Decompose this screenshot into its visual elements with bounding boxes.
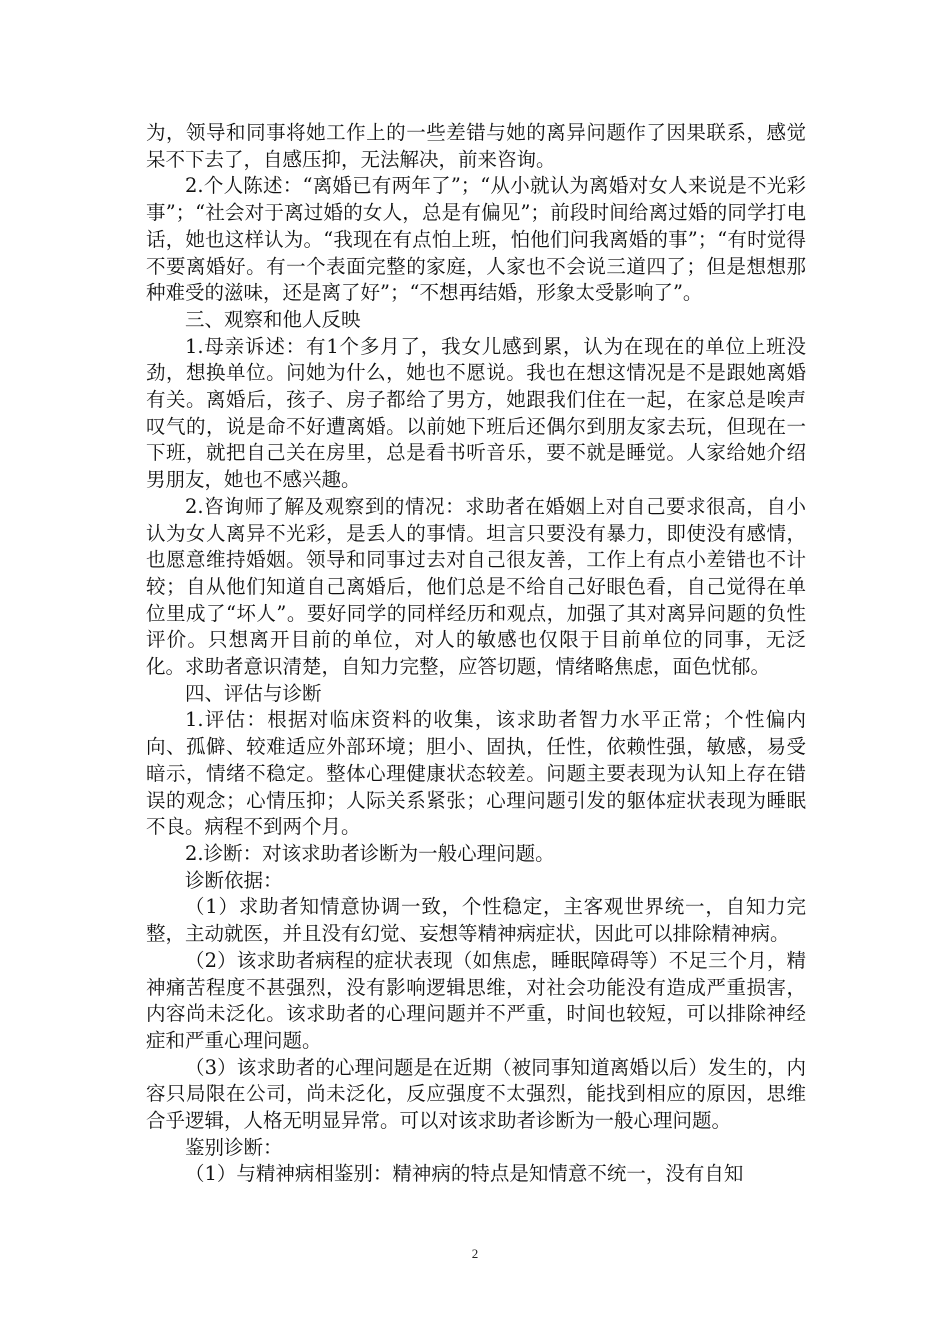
section-heading-assessment: 四、评估与诊断 [185,681,322,705]
paragraph-5: 1.评估：根据对临床资料的收集，该求助者智力水平正常；个性偏内向、孤僻、较难适应外部环境；胆小、固执，任性，依赖性强，敏感，易受暗示，情绪不稳定。整体心理健康状态较差。问题主要表现为认知上存在错误的观念；心情压抑；人际关系紧张；心理问题引发的躯体症状表现为睡眠不良。病程不到两个月。 [146,708,806,839]
paragraph-1: 为，领导和同事将她工作上的一些差错与她的离异问题作了因果联系，感觉呆不下去了，自感压抑，无法解决，前来咨询。 [146,121,806,171]
paragraph-3: 1.母亲诉述：有1个多月了，我女儿感到累，认为在现在的单位上班没劲，想换单位。问她为什么，她也不愿说。我也在想这情况是不是跟她离婚有关。离婚后，孩子、房子都给了男方，她跟我们住在一起，在家总是唉声叹气的，说是命不好遭离婚。以前她下班后还偶尔到朋友家去玩，但现在一下班，就把自己关在房里，总是看书听音乐，要不就是睡觉。人家给她介绍男朋友，她也不感兴趣。 [146,334,806,492]
paragraph-7: 诊断依据： [185,868,283,892]
section-heading-observation: 三、观察和他人反映 [185,307,361,331]
paragraph-9: （2）该求助者病程的症状表现（如焦虑，睡眠障碍等）不足三个月，精神痛苦程度不甚强烈，没有影响逻辑思维，对社会功能没有造成严重损害，内容尚未泛化。该求助者的心理问题并不严重，时间也较短，可以排除神经症和严重心理问题。 [146,948,806,1052]
paragraph-11: 鉴别诊断： [185,1135,283,1159]
paragraph-10: （3）该求助者的心理问题是在近期（被同事知道离婚以后）发生的，内容只局限在公司，尚未泛化，反应强度不太强烈，能找到相应的原因，思维合乎逻辑，人格无明显异常。可以对该求助者诊断为一般心理问题。 [146,1055,806,1133]
paragraph-2: 2.个人陈述：“离婚已有两年了”；“从小就认为离婚对女人来说是不光彩事”；“社会对于离过婚的女人，总是有偏见”；前段时间给离过婚的同学打电话，她也这样认为。“我现在有点怕上班，怕他们问我离婚的事”；“有时觉得不要离婚好。有一个表面完整的家庭，人家也不会说三道四了；但是想想那种难受的滋味，还是离了好”；“不想再结婚，形象太受影响了”。 [146,174,806,305]
paragraph-8: （1）求助者知情意协调一致，个性稳定，主客观世界统一，自知力完整，主动就医，并且没有幻觉、妄想等精神病症状，因此可以排除精神病。 [146,895,806,946]
paragraph-12: （1）与精神病相鉴别：精神病的特点是知情意不统一，没有自知 [185,1162,744,1186]
page-number: 2 [471,1246,479,1261]
document-body [146,120,806,1188]
paragraph-4: 2.咨询师了解及观察到的情况：求助者在婚姻上对自己要求很高，自小认为女人离异不光彩，是丢人的事情。坦言只要没有暴力，即使没有感情，也愿意维持婚姻。领导和同事过去对自己很友善，工作上有点小差错也不计较；自从他们知道自己离婚后，他们总是不给自己好眼色看，自己觉得在单位里成了“坏人”。要好同学的同样经历和观点，加强了其对离异问题的负性评价。只想离开目前的单位，对人的敏感也仅限于目前单位的同事，无泛化。求助者意识清楚，自知力完整，应答切题，情绪略焦虑，面色忧郁。 [146,494,806,679]
paragraph-6: 2.诊断：对该求助者诊断为一般心理问题。 [185,841,555,865]
